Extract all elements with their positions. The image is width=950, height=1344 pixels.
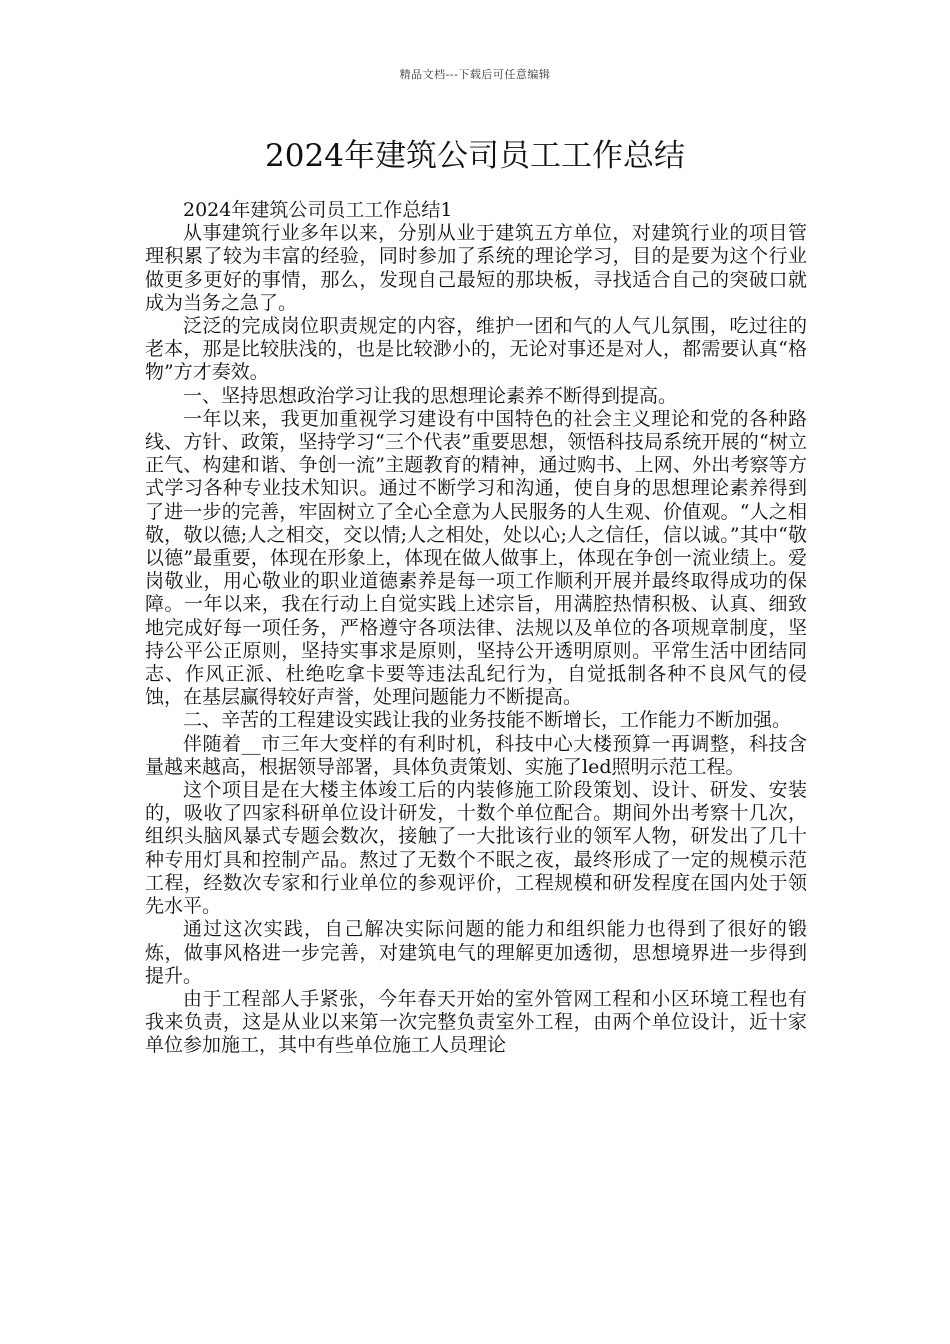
body-paragraph: 伴随着__市三年大变样的有利时机，科技中心大楼预算一再调整，科技含量越来越高，根据领导部署，具体负责策划、实施了led照明示范工程。 bbox=[145, 732, 807, 778]
body-paragraph: 这个项目是在大楼主体竣工后的内装修施工阶段策划、设计、研发、安装的，吸收了四家科研单位设计研发，十数个单位配合。期间外出考察十几次，组织头脑风暴式专题会数次，接触了一大批该行业的领军人物，研发出了几十种专用灯具和控制产品。熬过了无数个不眠之夜，最终形成了一定的规模示范工程，经数次专家和行业单位的参观评价，工程规模和研发程度在国内处于领先水平。 bbox=[145, 779, 807, 918]
body-paragraph: 一年以来，我更加重视学习建设有中国特色的社会主义理论和党的各种路线、方针、政策，坚持学习“三个代表”重要思想，领悟科技局系统开展的“树立正气、构建和谐、争创一流”主题教育的精神，通过购书、上网、外出考察等方式学习各种专业技术知识。通过不断学习和沟通，使自身的思想理论素养得到了进一步的完善，牢固树立了全心全意为人民服务的人生观、价值观。“人之相敬，敬以德;人之相交，交以情;人之相处，处以心;人之信任，信以诚。”其中“敬以德”最重要，体现在形象上，体现在做人做事上，体现在争创一流业绩上。爱岗敬业，用心敬业的职业道德素养是每一项工作顺利开展并最终取得成功的保障。一年以来，我在行动上自觉实践上述宗旨，用满腔热情积极、认真、细致地完成好每一项任务，严格遵守各项法律、法规以及单位的各项规章制度，坚持公平公正原则，坚持实事求是原则，坚持公开透明原则。平常生活中团结同志、作风正派、杜绝吃拿卡要等违法乱纪行为，自觉抵制各种不良风气的侵蚀，在基层赢得较好声誉，处理问题能力不断提高。 bbox=[145, 407, 807, 709]
document-body bbox=[145, 199, 807, 1058]
subtitle-paragraph: 2024年建筑公司员工工作总结1 bbox=[183, 199, 453, 221]
body-paragraph: 通过这次实践，自己解决实际问题的能力和组织能力也得到了很好的锻炼，做事风格进一步完善，对建筑电气的理解更加透彻，思想境界进一步得到提升。 bbox=[145, 918, 807, 987]
body-paragraph: 从事建筑行业多年以来，分别从业于建筑五方单位，对建筑行业的项目管理积累了较为丰富的经验，同时参加了系统的理论学习，目的是要为这个行业做更多更好的事情，那么，发现自己最短的那块板，寻找适合自己的突破口就成为当务之急了。 bbox=[145, 222, 807, 314]
body-paragraph: 由于工程部人手紧张，今年春天开始的室外管网工程和小区环境工程也有我来负责，这是从业以来第一次完整负责室外工程，由两个单位设计，近十家单位参加施工，其中有些单位施工人员理论 bbox=[145, 987, 807, 1057]
body-paragraph: 泛泛的完成岗位职责规定的内容，维护一团和气的人气儿氛围，吃过往的老本，那是比较肤浅的，也是比较渺小的，无论对事还是对人，都需要认真“格物”方才奏效。 bbox=[145, 315, 807, 384]
section-heading: 一、坚持思想政治学习让我的思想理论素养不断得到提高。 bbox=[183, 384, 678, 407]
header-note: 精品文档---下载后可任意编辑 bbox=[399, 68, 551, 81]
document-title: 2024年建筑公司员工工作总结 bbox=[265, 138, 685, 174]
section-heading: 二、辛苦的工程建设实践让我的业务技能不断增长，工作能力不断加强。 bbox=[183, 709, 792, 732]
